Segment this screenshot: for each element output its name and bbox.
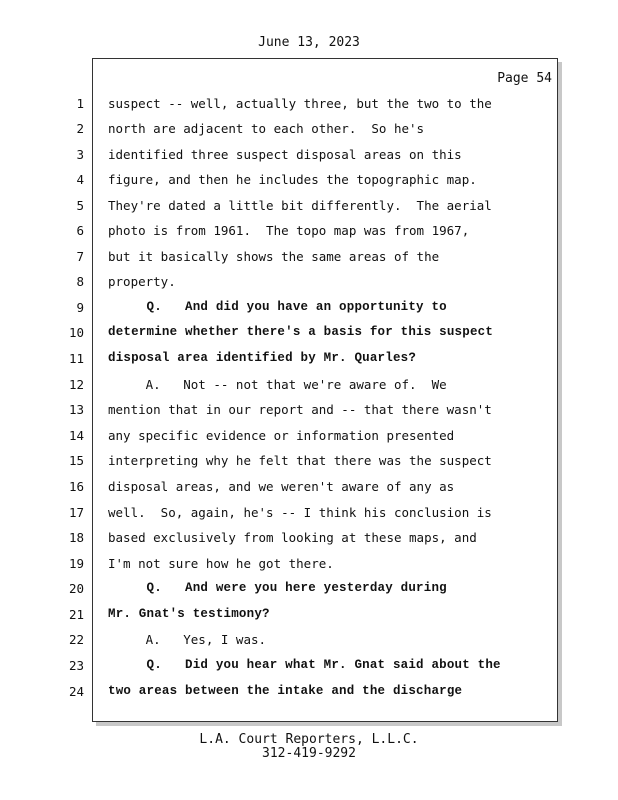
line-number: 1 xyxy=(76,96,84,111)
line-number: 17 xyxy=(68,505,84,520)
line-number: 9 xyxy=(76,300,84,315)
line-number: 16 xyxy=(68,479,84,494)
question-line: Mr. Gnat's testimony? xyxy=(108,607,270,621)
question-line: disposal area identified by Mr. Quarles? xyxy=(108,351,417,365)
question-line: Q. Did you hear what Mr. Gnat said about the xyxy=(108,658,501,672)
question-line: Q. And were you here yesterday during xyxy=(108,581,447,595)
line-number: 7 xyxy=(76,249,84,264)
transcript-line: well. So, again, he's -- I think his conclusion is xyxy=(108,505,492,520)
line-number: 3 xyxy=(76,147,84,162)
line-number: 12 xyxy=(68,377,84,392)
transcript-line: They're dated a little bit differently. The aerial xyxy=(108,198,492,213)
transcript-line: based exclusively from looking at these maps, and xyxy=(108,530,477,545)
line-number: 10 xyxy=(68,325,84,340)
line-number: 24 xyxy=(68,684,84,699)
line-number: 14 xyxy=(68,428,84,443)
question-line: determine whether there's a basis for this suspect xyxy=(108,325,494,339)
transcript-line: mention that in our report and -- that there wasn't xyxy=(108,402,492,417)
transcript-line: but it basically shows the same areas of the xyxy=(108,249,440,264)
question-line: two areas between the intake and the discharge xyxy=(108,684,463,698)
line-number: 19 xyxy=(68,556,84,571)
answer-line: A. Not -- not that we're aware of. We xyxy=(108,377,447,392)
transcript-line: I'm not sure how he got there. xyxy=(108,556,334,571)
line-number: 2 xyxy=(76,121,84,136)
answer-line: A. Yes, I was. xyxy=(108,632,267,647)
footer xyxy=(0,733,618,761)
line-number: 13 xyxy=(68,402,84,417)
transcript-date: June 13, 2023 xyxy=(258,35,360,50)
line-number: 22 xyxy=(68,632,84,647)
line-number: 18 xyxy=(68,530,84,545)
transcript-line: north are adjacent to each other. So he's xyxy=(108,121,425,136)
line-number: 15 xyxy=(68,453,84,468)
footer-phone: 312-419-9292 xyxy=(262,746,356,761)
question-line: Q. And did you have an opportunity to xyxy=(108,300,447,314)
footer-company: L.A. Court Reporters, L.L.C. xyxy=(199,732,419,747)
transcript-line: suspect -- well, actually three, but the two to the xyxy=(108,96,492,111)
line-number: 21 xyxy=(68,607,84,622)
transcript-line: identified three suspect disposal areas on this xyxy=(108,147,462,162)
line-number: 20 xyxy=(68,581,84,596)
line-number: 11 xyxy=(68,351,84,366)
line-number: 6 xyxy=(76,223,84,238)
transcript-line: property. xyxy=(108,274,176,289)
transcript-line: disposal areas, and we weren't aware of any as xyxy=(108,479,455,494)
page-number: Page 54 xyxy=(497,71,552,86)
line-number: 5 xyxy=(76,198,84,213)
transcript-line: photo is from 1961. The topo map was from 1967, xyxy=(108,223,470,238)
line-number: 4 xyxy=(76,172,84,187)
line-number: 23 xyxy=(68,658,84,673)
transcript-line: any specific evidence or information presented xyxy=(108,428,455,443)
transcript-line: interpreting why he felt that there was the suspect xyxy=(108,453,492,468)
transcript-line: figure, and then he includes the topographic map. xyxy=(108,172,477,187)
line-number: 8 xyxy=(76,274,84,289)
